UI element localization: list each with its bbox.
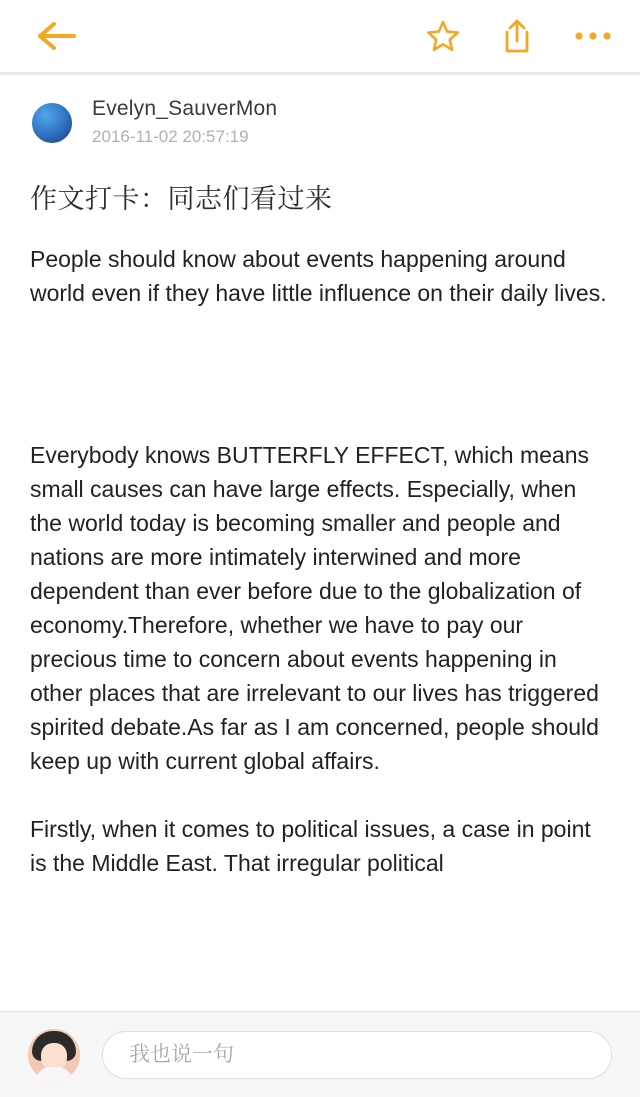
back-arrow-icon[interactable] (36, 20, 78, 52)
content-fade-overlay (0, 985, 640, 1011)
comment-bar (0, 1011, 640, 1097)
post-meta (92, 97, 277, 147)
article-paragraph-2: Everybody knows BUTTERFLY EFFECT, which means small causes can have large effects. Especially, when the world today is becoming smaller and people and nations are more intimately interwined and more dependent than ever before due to the globalization of economy.Therefore, whether we have to pay our precious time to concern about events happening in other places that are irrelevant to our lives has triggered spirited debate.As far as I am concerned, people should keep up with current global affairs. (30, 442, 599, 774)
top-bar-actions (426, 18, 612, 54)
post-timestamp: 2016-11-02 20:57:19 (92, 127, 249, 146)
article-gap (30, 310, 610, 438)
avatar[interactable] (30, 101, 74, 145)
share-upload-icon[interactable] (502, 18, 532, 54)
avatar-body (36, 1067, 72, 1081)
article-body (0, 157, 640, 880)
page-title: 作文打卡：同志们看过来 (30, 184, 333, 214)
comment-input-wrapper[interactable] (102, 1031, 612, 1079)
star-icon[interactable] (426, 19, 460, 53)
user-avatar[interactable] (28, 1029, 80, 1081)
article-paragraph-1: People should know about events happening around world even if they have little influence on their daily lives. (30, 246, 607, 306)
article-paragraph-3: Firstly, when it comes to political issues, a case in point is the Middle East. That irregular political (30, 816, 591, 876)
comment-input[interactable] (127, 1042, 587, 1068)
author-name[interactable]: Evelyn_SauverMon (92, 97, 278, 120)
more-dots-icon[interactable] (574, 29, 612, 43)
top-navigation-bar (0, 0, 640, 72)
post-header (0, 75, 640, 157)
